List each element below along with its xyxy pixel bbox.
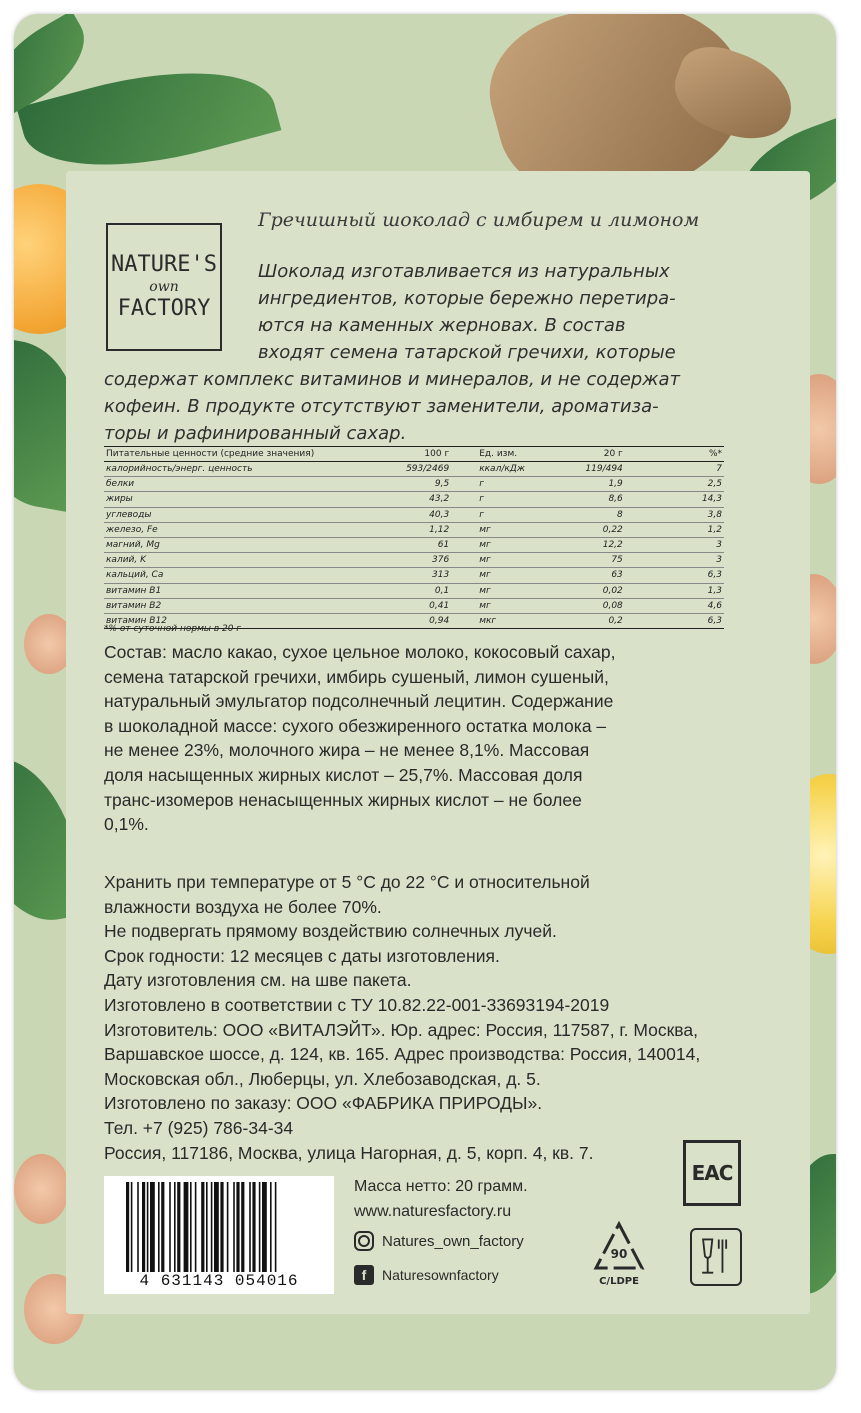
nutrition-header: Питательные ценности (средние значения)	[104, 447, 377, 462]
nutrition-cell: витамин B1	[104, 583, 377, 598]
facebook-handle: Naturesownfactory	[382, 1267, 499, 1283]
logo-line-2: own	[149, 279, 179, 295]
nutrition-cell: мг	[451, 537, 563, 552]
nutrition-cell: 40,3	[377, 507, 451, 522]
nutrition-header: %*	[625, 447, 724, 462]
nutrition-cell: 0,2	[563, 613, 625, 628]
description-line: кофеин. В продукте отсутствуют заменители, ароматиза-	[104, 396, 659, 417]
nutrition-cell: 12,2	[563, 537, 625, 552]
storage-line: Россия, 117186, Москва, улица Нагорная, д. 5, корп. 4, кв. 7.	[104, 1142, 594, 1163]
nutrition-cell: г	[451, 492, 563, 507]
nutrition-cell: 0,08	[563, 598, 625, 613]
nutrition-cell: витамин B12	[104, 613, 377, 628]
nutrition-cell: углеводы	[104, 507, 377, 522]
nutrition-header: 100 г	[377, 447, 451, 462]
storage-line: Дату изготовления см. на шве пакета.	[104, 970, 412, 991]
storage-line: Варшавское шоссе, д. 124, кв. 165. Адрес производства: Россия, 140014,	[104, 1044, 701, 1065]
nutrition-cell: жиры	[104, 492, 377, 507]
composition-line: в шоколадной массе: сухого обезжиренного остатка молока –	[104, 715, 607, 736]
storage-line: Изготовлено по заказу: ООО «ФАБРИКА ПРИРОДЫ».	[104, 1093, 543, 1114]
nutrition-cell: 0,1	[377, 583, 451, 598]
nutrition-cell: 61	[377, 537, 451, 552]
facebook-link[interactable]	[354, 1265, 499, 1285]
storage-line: Московская обл., Люберцы, ул. Хлебозаводская, д. 5.	[104, 1068, 541, 1089]
instagram-icon	[354, 1231, 374, 1251]
description-line: торы и рафинированный сахар.	[104, 423, 407, 444]
storage-line: Изготовлено в соответствии с ТУ 10.82.22-001-33693194-2019	[104, 994, 610, 1015]
barcode-bars	[126, 1182, 324, 1272]
storage-line: Не подвергать прямому воздействию солнечных лучей.	[104, 921, 557, 942]
nutrition-cell: 3	[625, 553, 724, 568]
nutrition-cell: магний, Mg	[104, 537, 377, 552]
facebook-icon: f	[354, 1265, 374, 1285]
description-line: ются на каменных жерновах. В состав	[258, 315, 626, 336]
nutrition-cell: витамин B2	[104, 598, 377, 613]
nutrition-cell: 1,2	[625, 522, 724, 537]
nutrition-cell: мг	[451, 522, 563, 537]
storage-line: влажности воздуха не более 70%.	[104, 896, 382, 917]
nutrition-cell: 119/494	[563, 462, 625, 477]
nutrition-cell: 313	[377, 568, 451, 583]
nutrition-cell: железо, Fe	[104, 522, 377, 537]
food-safe-icon	[690, 1228, 742, 1286]
barcode	[104, 1176, 334, 1294]
nutrition-cell: калорийность/энерг. ценность	[104, 462, 377, 477]
nutrition-cell: 0,41	[377, 598, 451, 613]
nutrition-row	[104, 507, 724, 522]
instagram-handle: Natures_own_factory	[382, 1232, 524, 1250]
flower-illustration	[14, 1154, 69, 1224]
nutrition-cell: мг	[451, 583, 563, 598]
product-title: Гречишный шоколад с имбирем и лимоном	[258, 209, 700, 231]
nutrition-header: Ед. изм.	[451, 447, 563, 462]
nutrition-cell: 9,5	[377, 477, 451, 492]
logo-line-1: NATURE'S	[111, 252, 217, 277]
nutrition-cell: 1,12	[377, 522, 451, 537]
nutrition-cell: 6,3	[625, 568, 724, 583]
nutrition-cell: 376	[377, 553, 451, 568]
nutrition-table	[104, 446, 724, 629]
storage-line: Изготовитель: ООО «ВИТАЛЭЙТ». Юр. адрес: Россия, 117587, г. Москва,	[104, 1019, 698, 1040]
nutrition-row	[104, 553, 724, 568]
nutrition-cell: мг	[451, 553, 563, 568]
website-link[interactable]: www.naturesfactory.ru	[354, 1203, 512, 1220]
logo-line-3: FACTORY	[117, 296, 211, 321]
description-line: входят семена татарской гречихи, которые	[258, 342, 676, 363]
nutrition-row	[104, 568, 724, 583]
nutrition-cell: 14,3	[625, 492, 724, 507]
nutrition-cell: 7	[625, 462, 724, 477]
nutrition-cell: г	[451, 507, 563, 522]
nutrition-cell: 43,2	[377, 492, 451, 507]
nutrition-cell: 1,3	[625, 583, 724, 598]
nutrition-row	[104, 598, 724, 613]
nutrition-cell: мг	[451, 598, 563, 613]
nutrition-cell: г	[451, 477, 563, 492]
description-line: содержат комплекс витаминов и минералов, и не содержат	[104, 369, 680, 390]
description-line: ингредиентов, которые бережно перетира-	[258, 288, 676, 309]
nutrition-cell: 0,22	[563, 522, 625, 537]
nutrition-row	[104, 492, 724, 507]
nutrition-cell: 4,6	[625, 598, 724, 613]
nutrition-cell: 3,8	[625, 507, 724, 522]
nutrition-footnote: *% от суточной нормы в 20 г	[104, 624, 242, 634]
nutrition-cell: 593/2469	[377, 462, 451, 477]
composition-line: не менее 23%, молочного жира – не менее 8,1%. Массовая	[104, 740, 590, 761]
nutrition-cell: 8,6	[563, 492, 625, 507]
nutrition-row	[104, 477, 724, 492]
nutrition-cell: ккал/кДж	[451, 462, 563, 477]
composition-line: Состав: масло какао, сухое цельное молоко, кокосовый сахар,	[104, 642, 616, 662]
nutrition-row	[104, 462, 724, 477]
nutrition-cell: 8	[563, 507, 625, 522]
composition-line: семена татарской гречихи, имбирь сушеный, лимон сушеный,	[104, 666, 609, 687]
barcode-number: 4 631143 054016	[139, 1272, 299, 1290]
nutrition-cell: 1,9	[563, 477, 625, 492]
eac-mark-icon: EAC	[683, 1140, 741, 1206]
nutrition-cell: кальций, Ca	[104, 568, 377, 583]
composition-text	[104, 640, 804, 837]
nutrition-cell: белки	[104, 477, 377, 492]
description-line: Шоколад изготавливается из натуральных	[258, 261, 670, 282]
nutrition-cell: 3	[625, 537, 724, 552]
net-mass: Масса нетто: 20 грамм.	[354, 1178, 528, 1195]
nutrition-row	[104, 522, 724, 537]
storage-line: Хранить при температуре от 5 °С до 22 °С и относительной	[104, 872, 590, 892]
nutrition-cell: калий, K	[104, 553, 377, 568]
nutrition-cell: 75	[563, 553, 625, 568]
storage-and-manufacturer-text	[104, 870, 804, 1165]
composition-line: транс-изомеров ненасыщенных жирных кислот – не более	[104, 789, 582, 810]
nutrition-row	[104, 537, 724, 552]
nutrition-header: 20 г	[563, 447, 625, 462]
composition-line: доля насыщенных жирных кислот – 25,7%. Массовая доля	[104, 764, 583, 785]
nutrition-cell: 0,94	[377, 613, 451, 628]
nutrition-cell: 2,5	[625, 477, 724, 492]
instagram-link[interactable]	[354, 1231, 524, 1251]
nutrition-cell: мг	[451, 568, 563, 583]
nutrition-cell: 0,02	[563, 583, 625, 598]
composition-line: натуральный эмульгатор подсолнечный лецитин. Содержание	[104, 691, 614, 712]
recycle-number: 90	[610, 1247, 628, 1261]
storage-line: Срок годности: 12 месяцев с даты изготовления.	[104, 945, 500, 966]
recycle-label: C/LDPE	[599, 1276, 639, 1287]
nutrition-cell: мкг	[451, 613, 563, 628]
storage-line: Тел. +7 (925) 786-34-34	[104, 1117, 294, 1138]
product-description	[104, 258, 794, 447]
nutrition-header-row	[104, 447, 724, 462]
nutrition-row	[104, 583, 724, 598]
nutrition-cell: 63	[563, 568, 625, 583]
composition-line: 0,1%.	[104, 814, 149, 835]
nutrition-cell: 6,3	[625, 613, 724, 628]
